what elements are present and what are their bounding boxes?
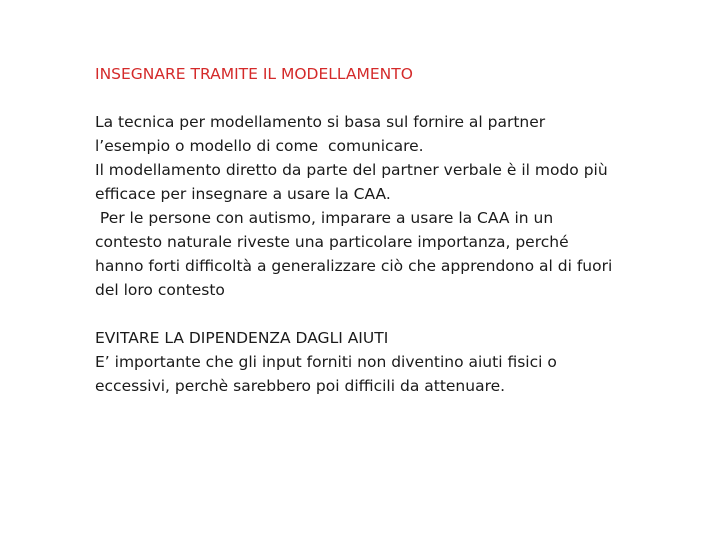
section-heading-modellamento: INSEGNARE TRAMITE IL MODELLAMENTO <box>95 65 413 83</box>
paragraph-line: hanno forti difficoltà a generalizzare ciò che apprendono al di fuori <box>95 257 613 275</box>
paragraph-line: l’esempio o modello di come comunicare. <box>95 137 424 155</box>
paragraph-line: del loro contesto <box>95 281 225 299</box>
paragraph-line: La tecnica per modellamento si basa sul fornire al partner <box>95 113 546 131</box>
paragraph-line: E’ importante che gli input forniti non diventino aiuti fisici o <box>95 353 557 371</box>
paragraph-line: efficace per insegnare a usare la CAA. <box>95 185 391 203</box>
section-heading-dipendenza: EVITARE LA DIPENDENZA DAGLI AIUTI <box>95 329 389 347</box>
paragraph-line: Il modellamento diretto da parte del partner verbale è il modo più <box>95 161 608 179</box>
paragraph-line: contesto naturale riveste una particolare importanza, perché <box>95 233 569 251</box>
paragraph-line: Per le persone con autismo, imparare a usare la CAA in un <box>95 209 554 227</box>
spacer <box>95 302 695 326</box>
slide-body <box>95 62 695 398</box>
spacer <box>95 86 695 110</box>
paragraph-line: eccessivi, perchè sarebbero poi difficili da attenuare. <box>95 377 506 395</box>
